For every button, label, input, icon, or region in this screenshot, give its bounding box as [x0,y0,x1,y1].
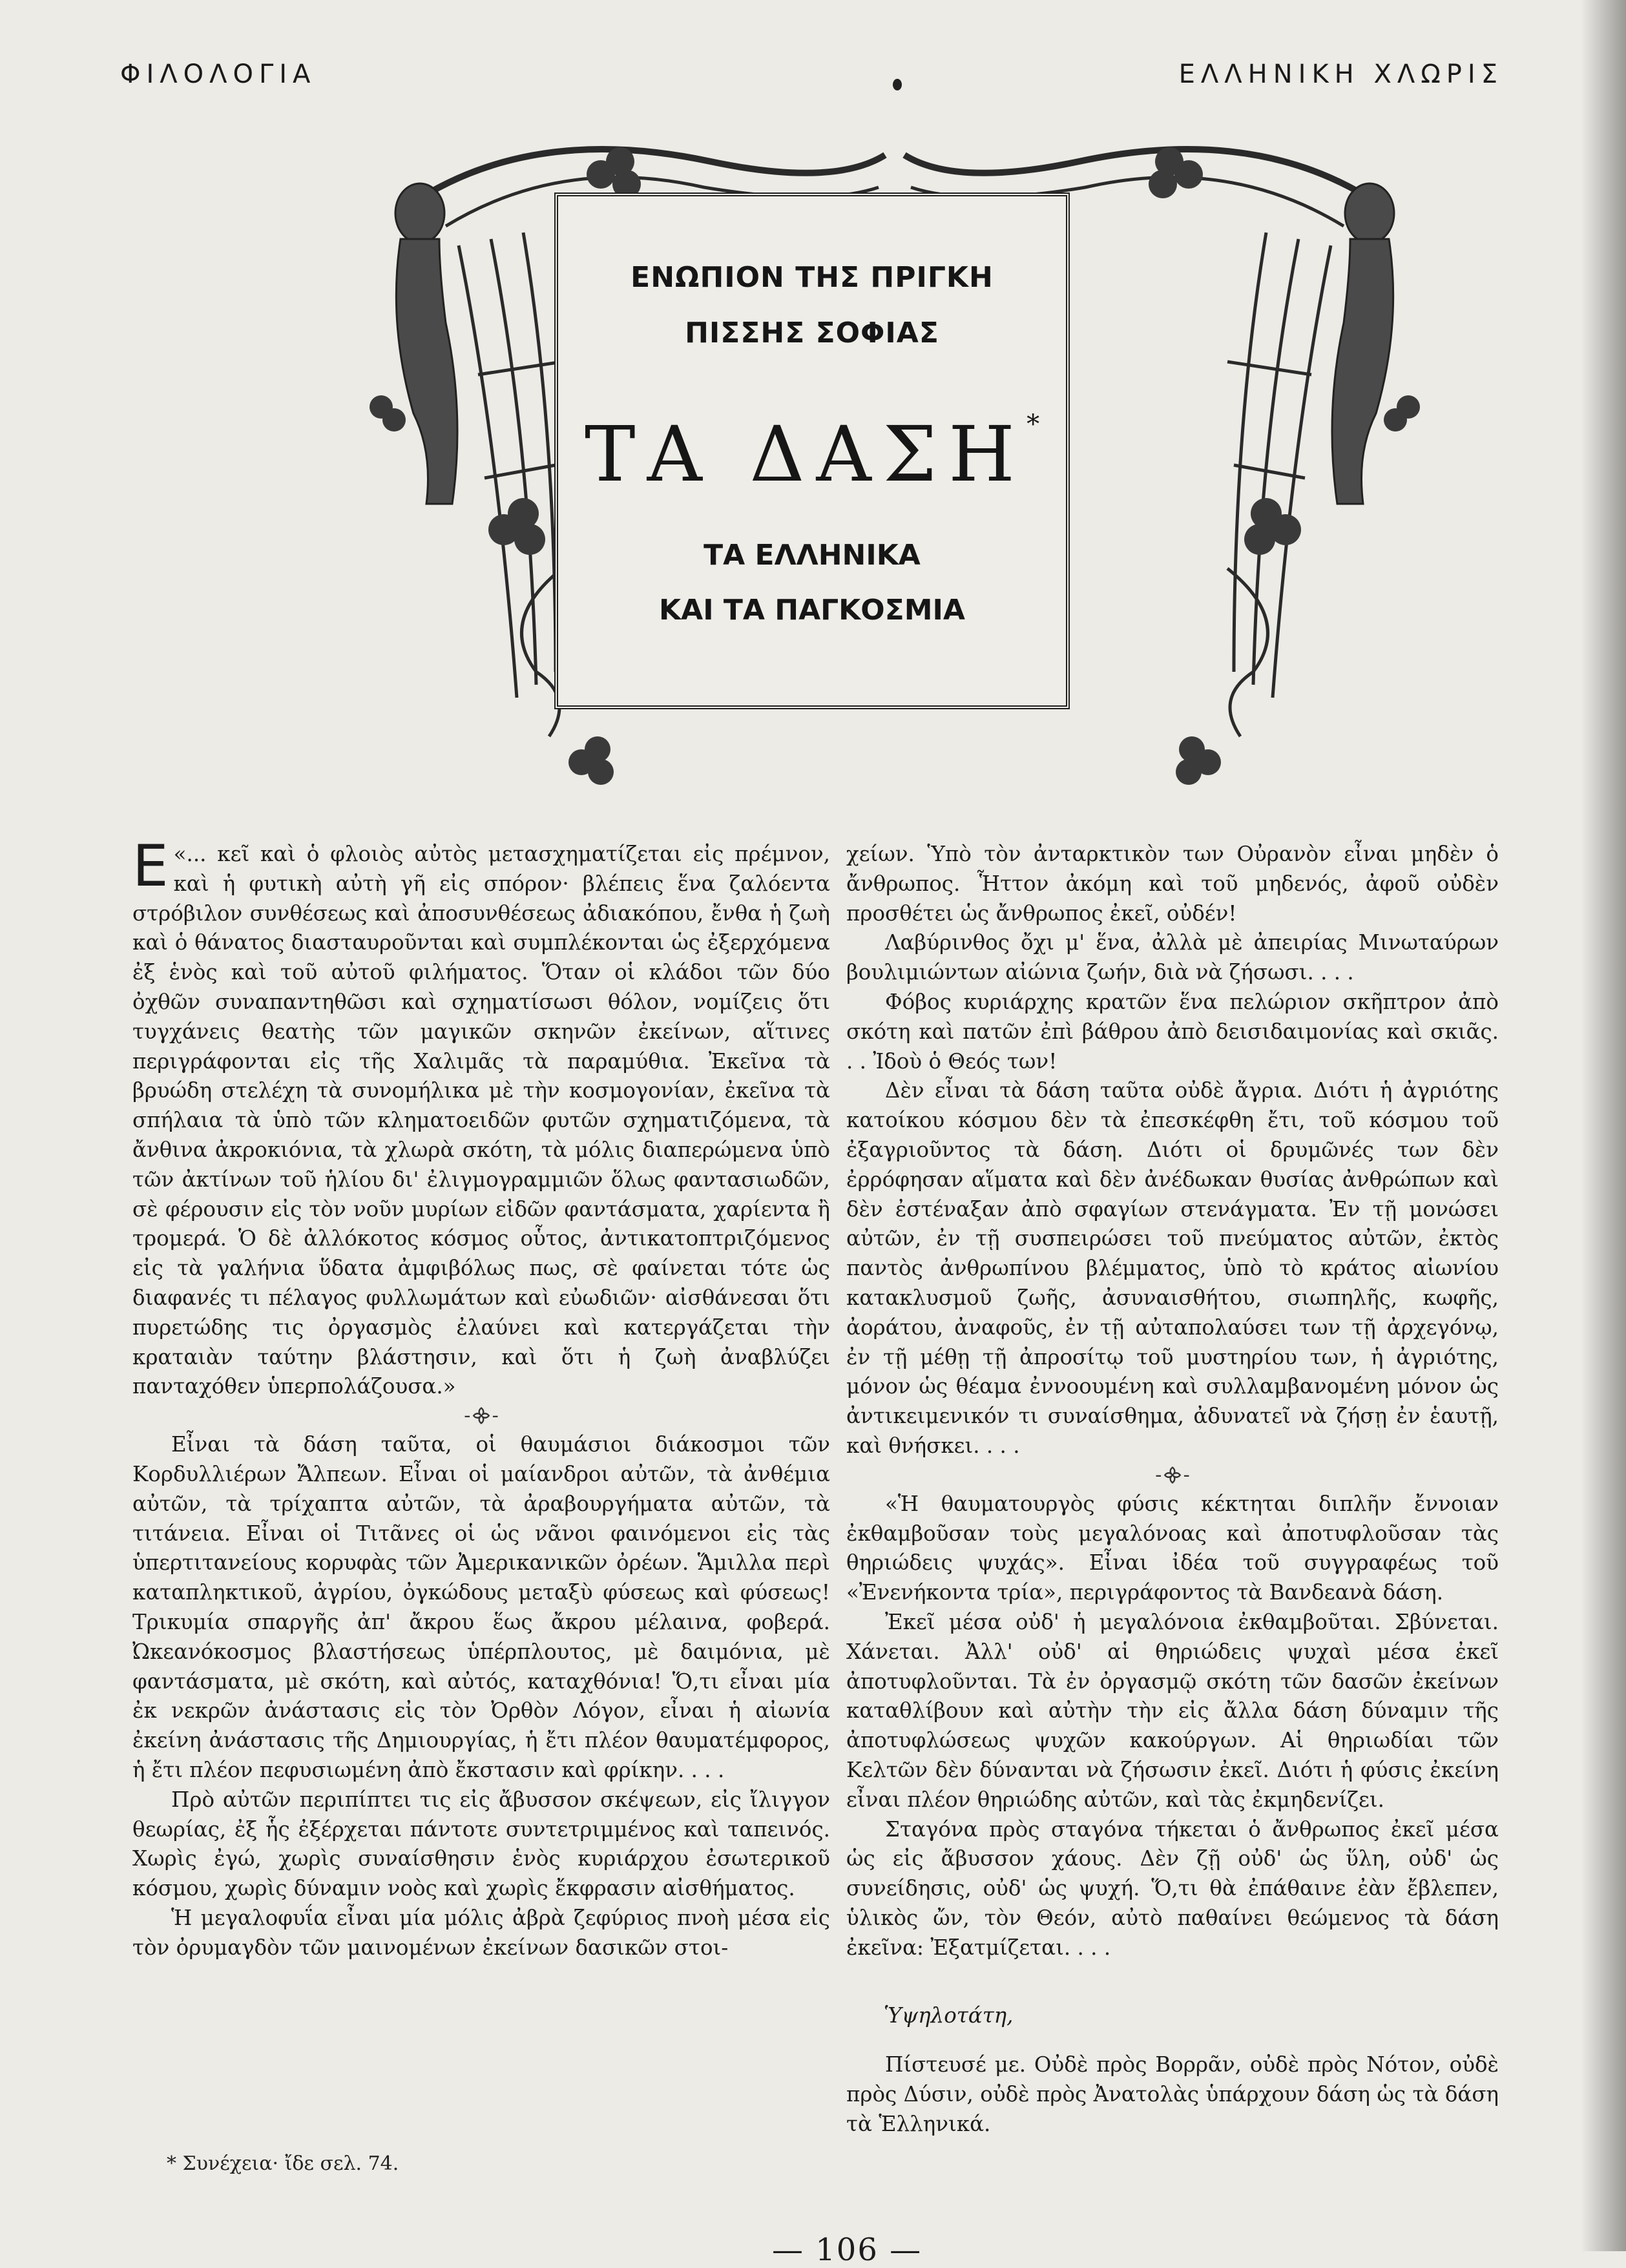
page-number: — 106 — [772,2232,922,2268]
paragraph: Λαβύρινθος ὄχι μ' ἕνα, ἀλλὰ μὲ ἀπειρίας Μινωταύρων βουλιμιώντων αἰώνια ζωήν, διὰ νὰ ζήσωσι. . . . [846,930,1499,985]
paragraph: Εἶναι τὰ δάση ταῦτα, οἱ θαυμάσιοι διάκοσμοι τῶν Κορδυλλιέρων Ἄλπεων. Εἶναι οἱ μαίανδροι αὐτῶν, τὰ ἀνθέμια αὐτῶν, τὰ τρίχαπτα αὐτῶν, τὰ ἀραβουργήματα αὐτῶν, τὰ τιτάνεια. Εἶναι οἱ Τιτᾶνες οἱ ὡς νᾶνοι φαινόμενοι εἰς τὰς ὑπερτιτανείους κορυφὰς τῶν Ἀμερικανικῶν ὀρέων. Ἅμιλλα περὶ καταπληκτικοῦ, ἀγρίου, ὀγκώδους μεταξὺ φύσεως καὶ φύσεως! Τρικυμία σπαργῆς ἀπ' ἄκρου ἕως ἄκρου μέλαινα, φοβερά. Ὠκεανόκοσμος βλαστήσεως ὑπέρπλουτος, μὲ δαιμόνια, μὲ φαντάσματα, μὲ σκότη, καὶ αὐτός, καταχθόνια! Ὅ,τι εἶναι μία ἐκ νεκρῶν ἀνάστασις εἰς τὸν Ὀρθὸν Λόγον, εἶναι ἡ αἰωνία ἐκείνη ἀνάστασις τῆς Δημιουργίας, ἡ ἔτι πλέον θαυματέμφορος, ἡ ἔτι πλέον πεφυσιωμένη ἀπὸ ἔκστασιν καὶ φρίκην. . . . [132,1432,830,1782]
paragraph: χείων. Ὑπὸ τὸν ἀνταρκτικὸν των Οὐρανὸν εἶναι μηδὲν ὁ ἄνθρωπος. Ἧττον ἀκόμη καὶ τοῦ μηδενός, ἀφοῦ οὐδὲν προσθέτει ὡς ἄνθρωπος ἐκεῖ, οὐδέν! [846,842,1499,926]
title-line-2: ΠΙΣΣΗΣ ΣΟΦΙΑΣ [685,317,939,349]
paragraph: Ἐκεῖ μέσα οὐδ' ἡ μεγαλόνοια ἐκθαμβοῦται. Σβύνεται. Χάνεται. Ἀλλ' οὐδ' αἱ θηριώδεις ψυχαὶ μέσα ἐκεῖ ἀποτυφλοῦνται. Τὰ ἐν ὀργασμῷ σκότη τῶν δασῶν ἐκείνων καταθλίβουν καὶ αὐτὴν τὴν εἰς ἄλλα δάση δύναμιν τῆς ἀποτυφλώσεως ψυχῶν κακούργων. Αἱ θηριωδίαι τῶν Κελτῶν δὲν δύνανται νὰ ζήσωσιν ἐκεῖ. Διότι ἡ φύσις ἐκείνη εἶναι πλέον θηριώδης αὐτῶν, καὶ τὰς ἐκμηδενίζει. [846,1609,1499,1812]
paragraph: Ἡ μεγαλοφυΐα εἶναι μία μόλις ἀβρὰ ζεφύριος πνοὴ μέσα εἰς τὸν ὀρυμαγδὸν τῶν μαινομένων ἐκείνων δασικῶν στοι- [132,1905,830,1960]
title-line-1: ΕΝΩΠΙΟΝ ΤΗΣ ΠΡΙΓΚΗ [631,261,994,294]
right-column [846,840,1499,2139]
running-head-left: ΦΙΛΟΛΟΓΙΑ [120,59,317,89]
paragraph: Πίστευσέ με. Οὐδὲ πρὸς Βορρᾶν, οὐδὲ πρὸς Νότον, οὐδὲ πρὸς Δύσιν, οὐδὲ πρὸς Ἀνατολὰς ὑπάρχουν δάση ὡς τὰ δάση τὰ Ἑλληνικά. [846,2052,1499,2136]
footnote-marker: * [1027,410,1040,439]
main-title [558,410,1066,499]
section-separator: -᯽- [464,1404,499,1428]
paragraph-text: κεῖ καὶ ὁ φλοιὸς αὐτὸς μετασχηματίζεται εἰς πρέμνον, καὶ ἡ φυτικὴ αὐτὴ γῆ εἰς σπόρον· βλέπεις ἕνα ζαλόεντα στρόβιλον συνθέσεως καὶ ἀποσυνθέσεως ἀδιακόπου, ἔνθα ἡ ζωὴ καὶ ὁ θάνατος διασταυροῦνται καὶ συμπλέκονται ὡς ἐξερχόμενα ἐξ ἑνὸς καὶ τοῦ αὐτοῦ φιλήματος. Ὅταν οἱ κλάδοι τῶν δύο ὀχθῶν συναπαντηθῶσι καὶ σχηματίσωσι θόλον, νομίζεις ὅτι τυγχάνεις θεατὴς τῶν μαγικῶν σκηνῶν ἐκείνων, αἵτινες περιγράφονται εἰς τῆς Χαλιμᾶς τὰ παραμύθια. Ἐκεῖνα τὰ βρυώδη στελέχη τὰ συνομήλικα μὲ τὴν κοσμογονίαν, ἐκεῖνα τὰ σπήλαια τὰ ὑπὸ τῶν κληματοειδῶν φυτῶν σχηματιζόμενα, τὰ ἄνθινα ἀκροκιόνια, τὰ χλωρὰ σκότη, τὰ μόλις διαπερώμενα ὑπὸ τῶν ἀκτίνων τοῦ ἡλίου δι' ἐλιγμογραμμιῶν ὅλως φαντασιωδῶν, σὲ φέρουσιν εἰς τὸν νοῦν μυρίων εἰδῶν φαντάσματα, χαρίεντα ἢ τρομερά. Ὁ δὲ ἀλλόκοτος κόσμος οὗτος, ἀντικατοπτριζόμενος εἰς τὰ γαλήνια ὕδατα ἀμφιβόλως πως, σὲ φαίνεται τότε ὡς διαφανές τι πέλαγος φυλλωμάτων καὶ εὐωδιῶν· αἰσθάνεσαι ὅτι πυρετώδης τις ὀργασμὸς ἐλαύνει καὶ κατεργάζεται τὴν κραταιὰν ταύτην βλάστησιν, καὶ ὅτι ἡ ζωὴ ἀναβλύζει πανταχόθεν ὑπερπολάζουσα.» [132,842,830,1399]
title-frame [554,192,1070,709]
paragraph: Φόβος κυριάρχης κρατῶν ἕνα πελώριον σκῆπτρον ἀπὸ σκότη καὶ πατῶν ἐπὶ βάθρου ἀπὸ δεισιδαιμονίας καὶ σκιᾶς. . . Ἰδοὺ ὁ Θεός των! [846,989,1499,1074]
section-separator: -᯽- [1155,1463,1190,1486]
salutation: Ὑψηλοτάτη, [884,2003,1014,2028]
footnote: * Συνέχεια· ἴδε σελ. 74. [167,2152,399,2175]
title-line-3: ΤΑ ΕΛΛΗΝΙΚΑ [704,539,921,572]
paragraph: Δὲν εἶναι τὰ δάση ταῦτα οὐδὲ ἄγρια. Διότι ἡ ἀγριότης κατοίκου κόσμου δὲν τὰ ἐπεσκέφθη ἔτι, τοῦ κόσμου τοῦ ἐξαγριοῦντος τὰ δάση. Διότι οἱ δρυμῶνές των δὲν ἐρρόφησαν αἵματα καὶ δὲν ἀνέδωκαν θυσίας ἀνθρώπων καὶ δὲν ἐστέναξαν ἀπὸ σφαγίων στενάγματα. Ἐν τῇ μονώσει αὐτῶν, ἐν τῇ συσπειρώσει τοῦ πνεύματος αὐτῶν, ἐκτὸς παντὸς ἀνθρωπίνου βλέμματος, ὑπὸ τὸ κράτος αἰωνίου κατακλυσμοῦ ζωῆς, ἀσυναισθήτου, σιωπηλῆς, κωφῆς, ἀοράτου, ἀναφοῦς, ἐν τῇ αὐταπολαύσει των τῇ ἀρχεγόνῳ, ἐν τῇ μέθῃ τῇ ἀπροσίτῳ τοῦ μυστηρίου των, ἡ ἀγριότης, μόνον ὡς θέαμα ἐννοουμένη καὶ συλλαμβανομένη μόνον ὡς ἀντικειμενικόν τι συναίσθημα, ἀδυνατεῖ νὰ ζήσῃ ἐν ἑαυτῇ, καὶ θνήσκει. . . . [846,1078,1499,1458]
main-title-text: ΤΑ ΔΑΣΗ [584,410,1027,499]
paragraph: «Ἡ θαυματουργὸς φύσις κέκτηται διπλῆν ἔννοιαν ἐκθαμβοῦσαν τοὺς μεγαλόνοας καὶ ἀποτυφλοῦσαν τὰς θηριώδεις ψυχάς». Εἶναι ἰδέα τοῦ συγγραφέως τοῦ «Ἐνενήκοντα τρία», περιγράφοντος τὰ Βανδεανὰ δάση. [846,1491,1499,1605]
paragraph: Σταγόνα πρὸς σταγόνα τήκεται ὁ ἄνθρωπος ἐκεῖ μέσα ὡς εἰς ἄβυσσον χάους. Δὲν ζῇ οὐδ' ὡς ὕλη, οὐδ' ὡς συνείδησις, οὐδ' ὡς ψυχή. Ὅ,τι θὰ ἐπάθαινε ἐὰν ἔβλεπεν, ὑλικὸς ὤν, τὸν Θεόν, αὐτὸ παθαίνει θεώμενος τὰ δάση ἐκεῖνα: Ἐξατμίζεται. . . . [846,1816,1499,1960]
drop-cap: Ε [132,833,169,899]
title-line-4: ΚΑΙ ΤΑ ΠΑΓΚΟΣΜΙΑ [659,594,965,627]
quote-open: «... [173,842,207,866]
binding-shadow [1581,0,1626,2251]
left-column [132,833,830,1962]
opening-paragraph [132,833,830,1402]
ink-dot [893,79,902,90]
paragraph: Πρὸ αὐτῶν περιπίπτει τις εἰς ἄβυσσον σκέψεων, εἰς ἴλιγγον θεωρίας, ἐξ ἧς ἐξέρχεται πάντοτε συντετριμμένος καὶ ταπεινός. Χωρὶς ἐγώ, χωρὶς συναίσθησιν ἑνὸς κυριάρχου ἐσωτερικοῦ κόσμου, χωρὶς δύναμιν νοὸς καὶ χωρὶς ἔκφρασιν αἰσθήματος. [132,1787,830,1901]
running-head-right: ΕΛΛΗΝΙΚΗ ΧΛΩΡΙΣ [1178,59,1503,89]
